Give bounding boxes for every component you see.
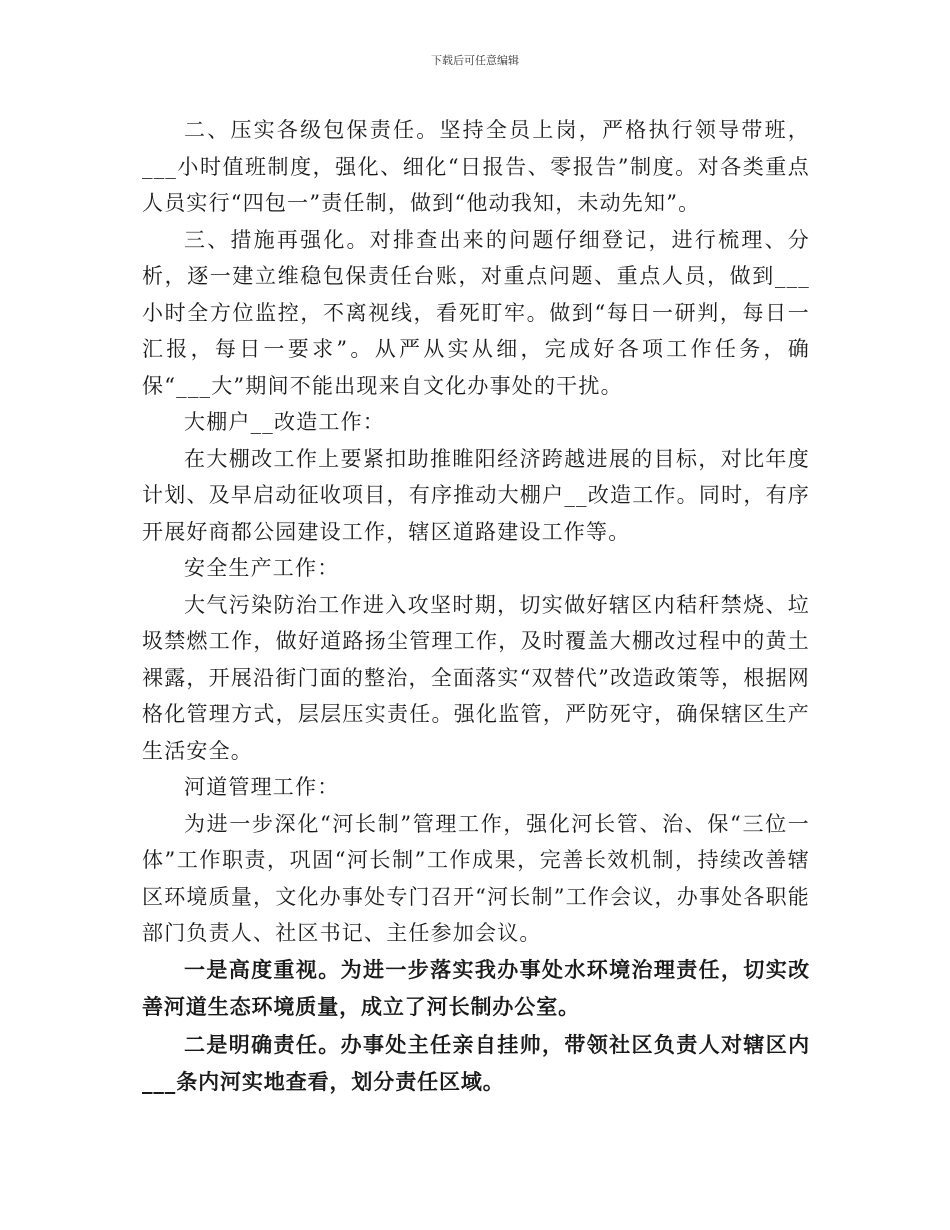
paragraph-greenhouse: 在大棚改工作上要紧扣助推睢阳经济跨越进展的目标，对比年度计划、及早启动征收项目，有序推动大棚户__改造工作。同时，有序开展好商都公园建设工作，辖区道路建设工作等。 <box>142 446 810 544</box>
paragraph-responsibility: 二、压实各级包保责任。坚持全员上岗，严格执行领导带班，___小时值班制度，强化、细化“日报告、零报告”制度。对各类重点人员实行“四包一”责任制，做到“他动我知，未动先知”。 <box>142 118 810 215</box>
section-heading-river: 河道管理工作： <box>184 775 340 799</box>
section-heading-safety: 安全生产工作： <box>184 556 340 580</box>
paragraph-point-one: 一是高度重视。为进一步落实我办事处水环境治理责任，切实改善河道生态环境质量，成立了河长制办公室。 <box>142 957 810 1019</box>
paragraph-point-two: 二是明确责任。办事处主任亲自挂帅，带领社区负责人对辖区内___条内河实地查看，划分责任区域。 <box>142 1032 810 1094</box>
document-body <box>142 112 810 1102</box>
paragraph-safety: 大气污染防治工作进入攻坚时期，切实做好辖区内秸秆禁烧、垃圾禁燃工作，做好道路扬尘管理工作，及时覆盖大棚改过程中的黄土裸露，开展沿街门面的整治，全面落实“双替代”改造政策等，根据网格化管理方式，层层压实责任。强化监管，严防死守，确保辖区生产生活安全。 <box>142 592 810 763</box>
section-heading-greenhouse: 大棚户__改造工作： <box>184 410 385 434</box>
page-header: 下载后可任意编辑 <box>431 54 519 67</box>
paragraph-measures: 三、措施再强化。对排查出来的问题仔细登记，进行梳理、分析，逐一建立维稳包保责任台账，对重点问题、重点人员，做到___小时全方位监控，不离视线，看死盯牢。做到“每日一研判，每日一汇报，每日一要求”。从严从实从细，完成好各项工作任务，确保“___大”期间不能出现来自文化办事处的干扰。 <box>142 227 810 398</box>
paragraph-river: 为进一步深化“河长制”管理工作，强化河长管、治、保“三位一体”工作职责，巩固“河长制”工作成果，完善长效机制，持续改善辖区环境质量，文化办事处专门召开“河长制”工作会议，办事处各职能部门负责人、社区书记、主任参加会议。 <box>142 811 810 945</box>
